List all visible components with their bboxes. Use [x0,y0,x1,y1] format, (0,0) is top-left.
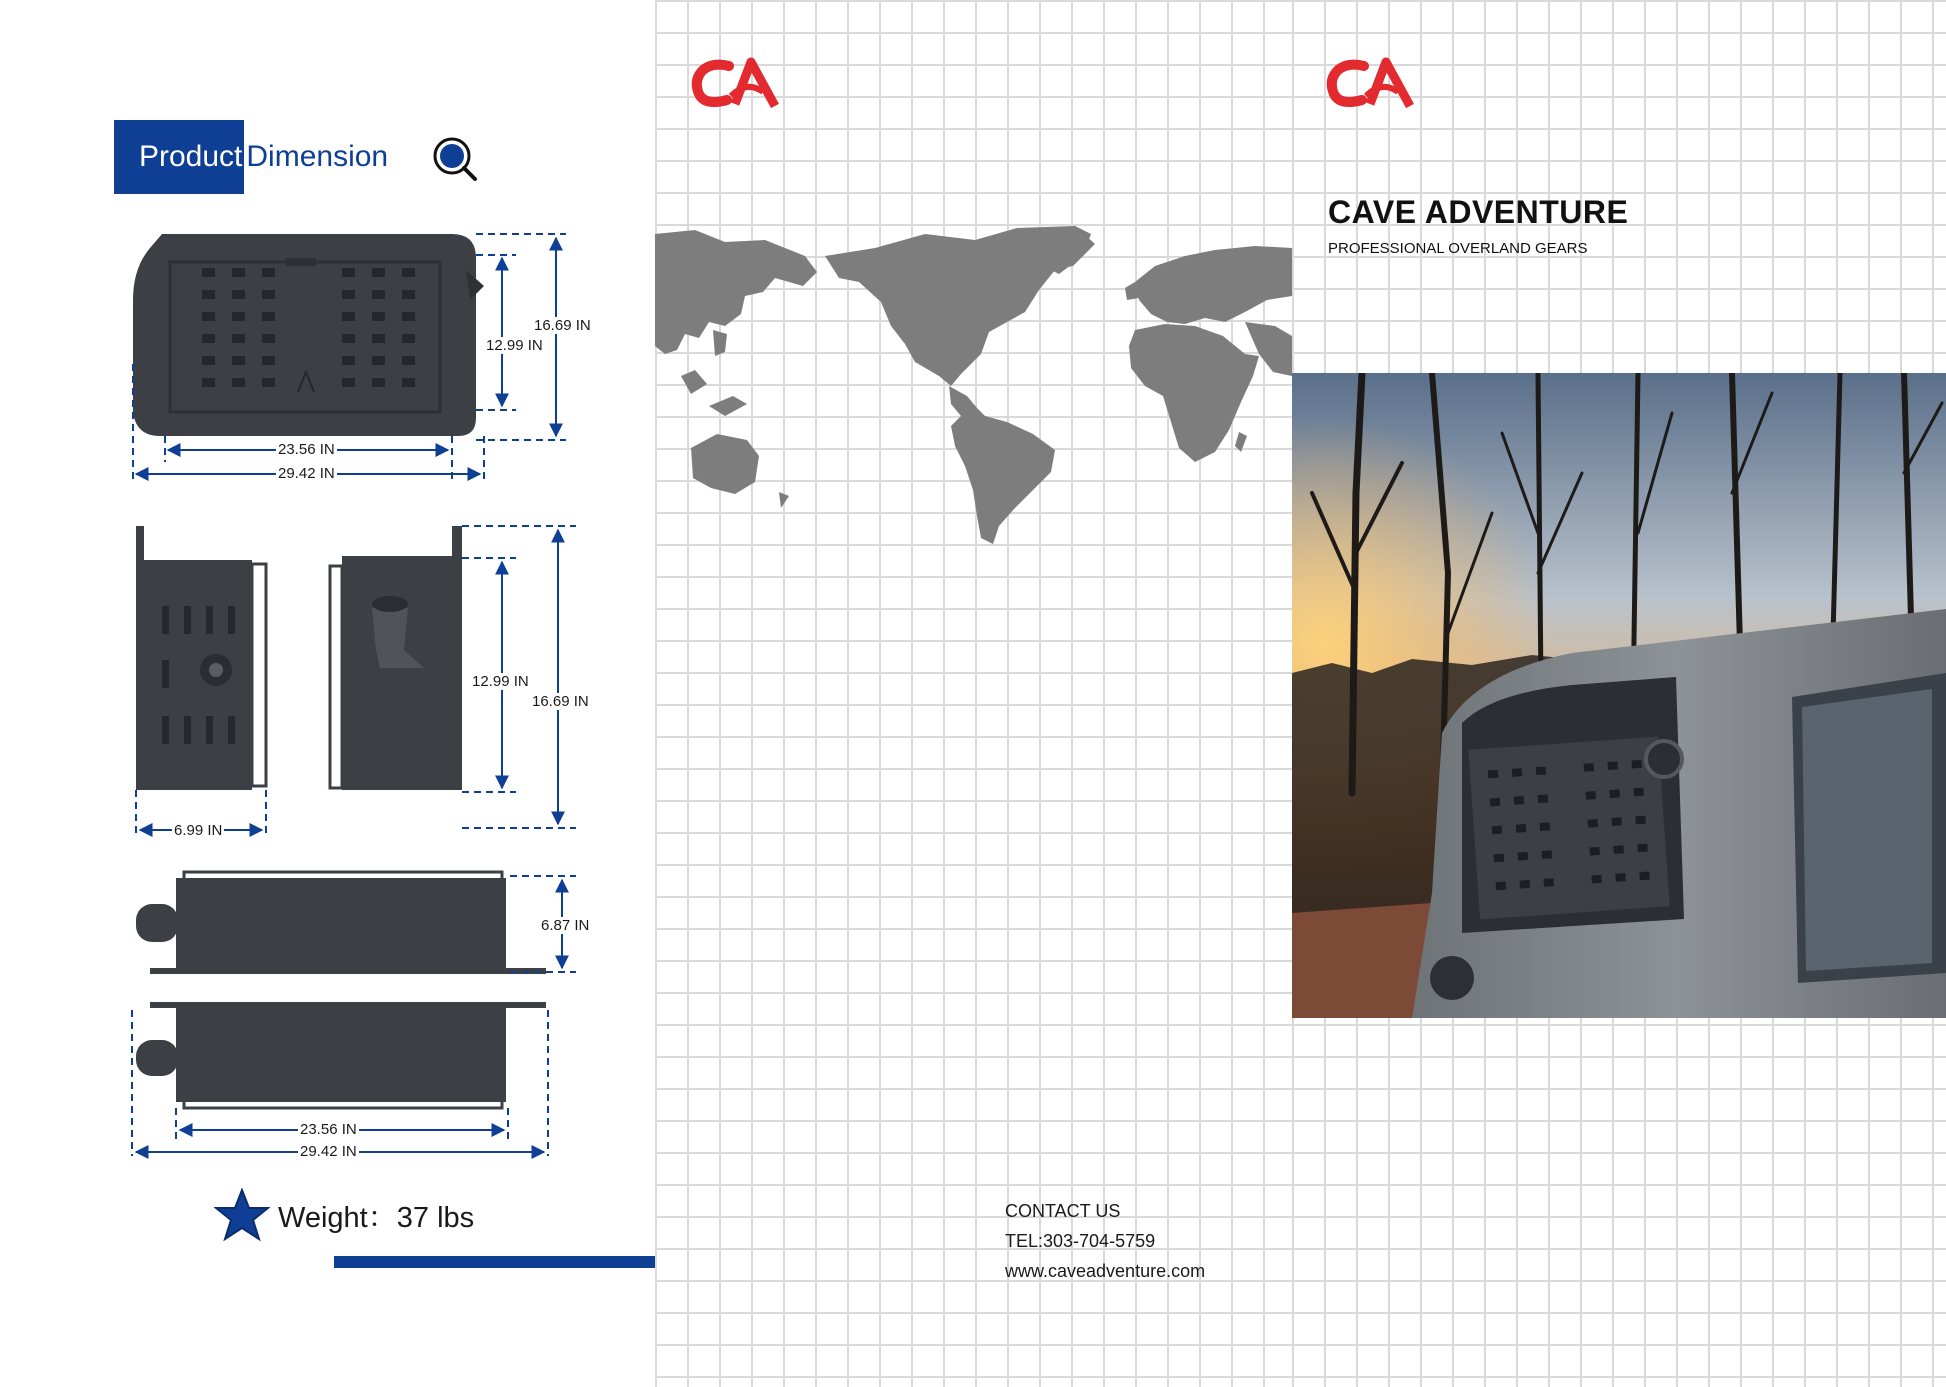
ca-logo-icon [691,56,781,112]
title-rest: Dimension [246,140,389,173]
top-view-drawing [133,234,566,480]
dim-top-height-inner: 12.99 IN [486,337,543,354]
weight-sep: ： [367,1201,397,1234]
dim-top-width-outer: 29.42 IN [278,465,335,482]
vehicle-photo [1292,373,1946,1018]
contact-panel [655,0,1292,1387]
dim-bottom-thickness: 6.87 IN [541,917,590,934]
dim-side-height-outer: 16.69 IN [532,693,589,710]
accent-bar [334,1256,655,1268]
star-icon [214,1188,270,1242]
contact-website[interactable]: www.caveadventure.com [1005,1261,1206,1281]
bottom-view-drawing [132,872,576,1156]
contact-tel[interactable]: TEL:303-704-5759 [1005,1231,1156,1251]
dim-bottom-width-inner: 23.56 IN [300,1121,357,1138]
dim-side-height-inner: 12.99 IN [472,673,529,690]
dim-side-depth: 6.99 IN [174,822,223,839]
title-highlight: Product [114,120,244,194]
brand-title: CAVE ADVENTURE [1328,194,1629,230]
weight-text [278,1195,474,1236]
ca-logo-icon [1326,56,1416,112]
world-map-icon [655,226,1292,546]
brand-subtitle: PROFESSIONAL OVERLAND GEARS [1328,240,1588,257]
weight-row [214,1188,474,1242]
cover-panel [1292,0,1946,1387]
contact-block [1005,1196,1205,1286]
weight-label: Weight [278,1201,368,1234]
contact-heading: CONTACT US [1005,1201,1121,1221]
dim-top-height-outer: 16.69 IN [534,317,591,334]
dim-top-width-inner: 23.56 IN [278,441,335,458]
weight-value: 37 lbs [396,1201,475,1234]
dim-bottom-width-outer: 29.42 IN [300,1143,357,1160]
product-dimension-panel [0,0,655,1387]
